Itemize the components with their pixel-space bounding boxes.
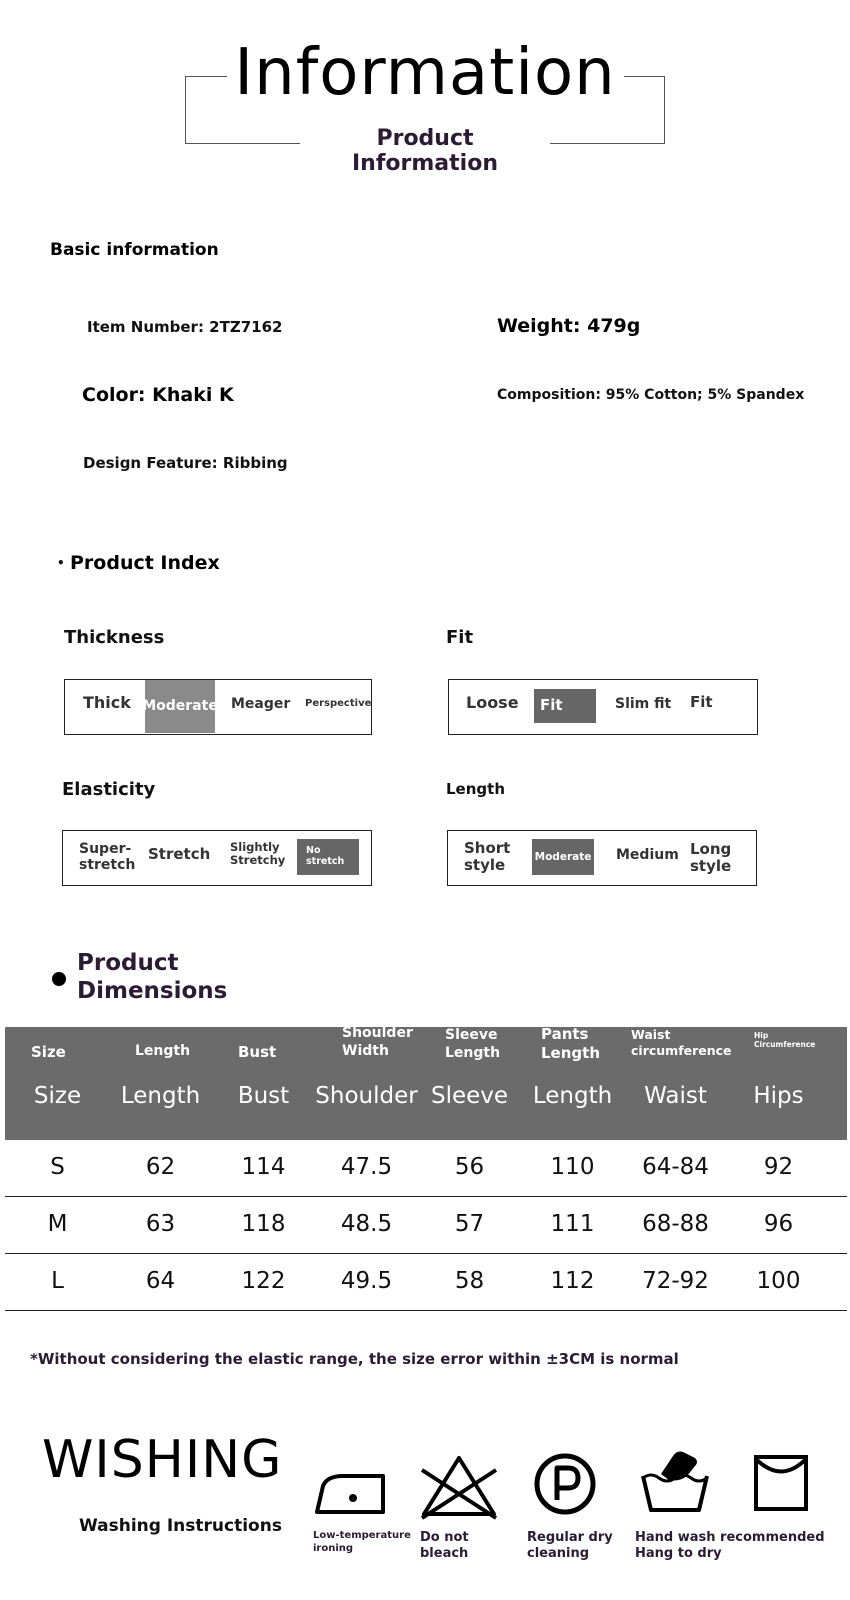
th1-waist-circumference: Waist circumference xyxy=(631,1027,732,1058)
elasticity-box xyxy=(62,830,372,886)
cell-bust: 118 xyxy=(241,1211,286,1237)
color: Color: Khaki K xyxy=(82,384,234,406)
th2-length: Length xyxy=(120,1083,201,1109)
th1-hip-circumference: Hip Circumference xyxy=(754,1031,816,1050)
table-row xyxy=(5,1197,847,1254)
fit-title: Fit xyxy=(446,627,474,648)
th2-bust: Bust xyxy=(237,1083,290,1109)
table-row xyxy=(5,1140,847,1197)
cell-bust: 122 xyxy=(241,1268,286,1294)
cell-bust: 114 xyxy=(241,1154,286,1180)
hang-to-dry-icon xyxy=(753,1454,809,1516)
cell-sleeve: 56 xyxy=(454,1154,485,1180)
size-table xyxy=(5,1027,847,1311)
th2-waist: Waist xyxy=(644,1083,707,1109)
hand-wash-label: Hand wash recommended Hang to dry xyxy=(635,1530,825,1562)
hand-wash-icon xyxy=(639,1446,711,1520)
cell-length: 63 xyxy=(145,1211,176,1237)
size-error-note: *Without considering the elastic range, the size error within ±3CM is normal xyxy=(30,1350,679,1368)
cell-pants: 110 xyxy=(550,1154,595,1180)
fit-option-fit: Fit xyxy=(690,693,713,711)
dry-clean-p-icon xyxy=(533,1452,597,1520)
th1-sleeve-length: Sleeve Length xyxy=(445,1027,501,1061)
thickness-option-moderate: Moderate xyxy=(145,680,215,733)
length-option-long-style: Long style xyxy=(690,840,732,876)
page-subtitle-wrap xyxy=(300,126,550,176)
iron-label: Low-temperature ironing xyxy=(313,1530,411,1554)
thickness-option-perspective: Perspective xyxy=(305,698,372,709)
cell-shoulder: 47.5 xyxy=(340,1154,393,1180)
thickness-title: Thickness xyxy=(64,627,165,648)
cell-shoulder: 49.5 xyxy=(340,1268,393,1294)
cell-waist: 72-92 xyxy=(642,1268,709,1294)
cell-size: L xyxy=(51,1268,64,1294)
page-subtitle: Product Information xyxy=(352,126,498,176)
length-box xyxy=(447,830,757,886)
dry-clean-label: Regular dry cleaning xyxy=(527,1530,613,1562)
washing-title: WISHING xyxy=(42,1430,283,1490)
table-row xyxy=(5,1254,847,1311)
thickness-option-thick: Thick xyxy=(83,693,131,712)
composition: Composition: 95% Cotton; 5% Spandex xyxy=(497,387,805,403)
cell-hips: 96 xyxy=(763,1211,794,1237)
cell-pants: 111 xyxy=(550,1211,595,1237)
dimensions-title: Product Dimensions xyxy=(77,950,228,1004)
th1-pants-length: Pants Length xyxy=(541,1025,600,1062)
dimensions-bullet xyxy=(52,972,66,986)
page-title: Information xyxy=(234,36,616,110)
basic-info-label: Basic information xyxy=(50,240,219,260)
cell-hips: 100 xyxy=(756,1268,801,1294)
fit-option-slim-fit: Slim fit xyxy=(615,696,672,712)
th2-size: Size xyxy=(33,1083,82,1109)
cell-length: 62 xyxy=(145,1154,176,1180)
cell-size: M xyxy=(47,1211,68,1237)
washing-subtitle: Washing Instructions xyxy=(79,1516,282,1536)
cell-waist: 64-84 xyxy=(642,1154,709,1180)
thickness-box xyxy=(64,679,372,735)
iron-low-temp-icon xyxy=(313,1462,389,1524)
cell-waist: 68-88 xyxy=(642,1211,709,1237)
fit-option-loose: Loose xyxy=(466,693,519,712)
size-table-header xyxy=(5,1027,847,1140)
do-not-bleach-icon xyxy=(416,1452,502,1526)
th1-size: Size xyxy=(31,1043,66,1061)
bleach-label: Do not bleach xyxy=(420,1530,469,1562)
elasticity-option-super-stretch: Super- stretch xyxy=(79,841,136,874)
design-feature: Design Feature: Ribbing xyxy=(83,454,288,472)
cell-size: S xyxy=(50,1154,65,1180)
length-option-moderate: Moderate xyxy=(532,839,594,875)
elasticity-option-stretch: Stretch xyxy=(148,845,211,863)
cell-hips: 92 xyxy=(763,1154,794,1180)
bullet-dot: • xyxy=(57,556,65,570)
elasticity-option-no-stretch: No stretch xyxy=(297,839,359,875)
th2-sleeve: Sleeve xyxy=(430,1083,509,1109)
length-option-short-style: Short style xyxy=(464,839,511,875)
fit-option-fit-selected: Fit xyxy=(534,689,596,723)
length-option-medium: Medium xyxy=(616,847,679,863)
thickness-option-meager: Meager xyxy=(231,696,291,712)
th1-shoulder-width: Shoulder Width xyxy=(342,1025,413,1059)
fit-box xyxy=(448,679,758,735)
length-title: Length xyxy=(446,780,505,798)
cell-pants: 112 xyxy=(550,1268,595,1294)
th1-bust: Bust xyxy=(238,1043,277,1061)
cell-sleeve: 57 xyxy=(454,1211,485,1237)
th2-pants-length: Length xyxy=(532,1083,613,1109)
th2-hips: Hips xyxy=(753,1083,804,1109)
th1-length: Length xyxy=(135,1043,191,1059)
cell-shoulder: 48.5 xyxy=(340,1211,393,1237)
elasticity-title: Elasticity xyxy=(62,779,156,800)
product-index-label: Product Index xyxy=(70,552,220,574)
weight: Weight: 479g xyxy=(497,315,641,337)
elasticity-option-slightly-stretchy: Slightly Stretchy xyxy=(230,840,286,868)
cell-sleeve: 58 xyxy=(454,1268,485,1294)
item-number: Item Number: 2TZ7162 xyxy=(87,318,283,336)
cell-length: 64 xyxy=(145,1268,176,1294)
th2-shoulder: Shoulder xyxy=(315,1083,418,1109)
